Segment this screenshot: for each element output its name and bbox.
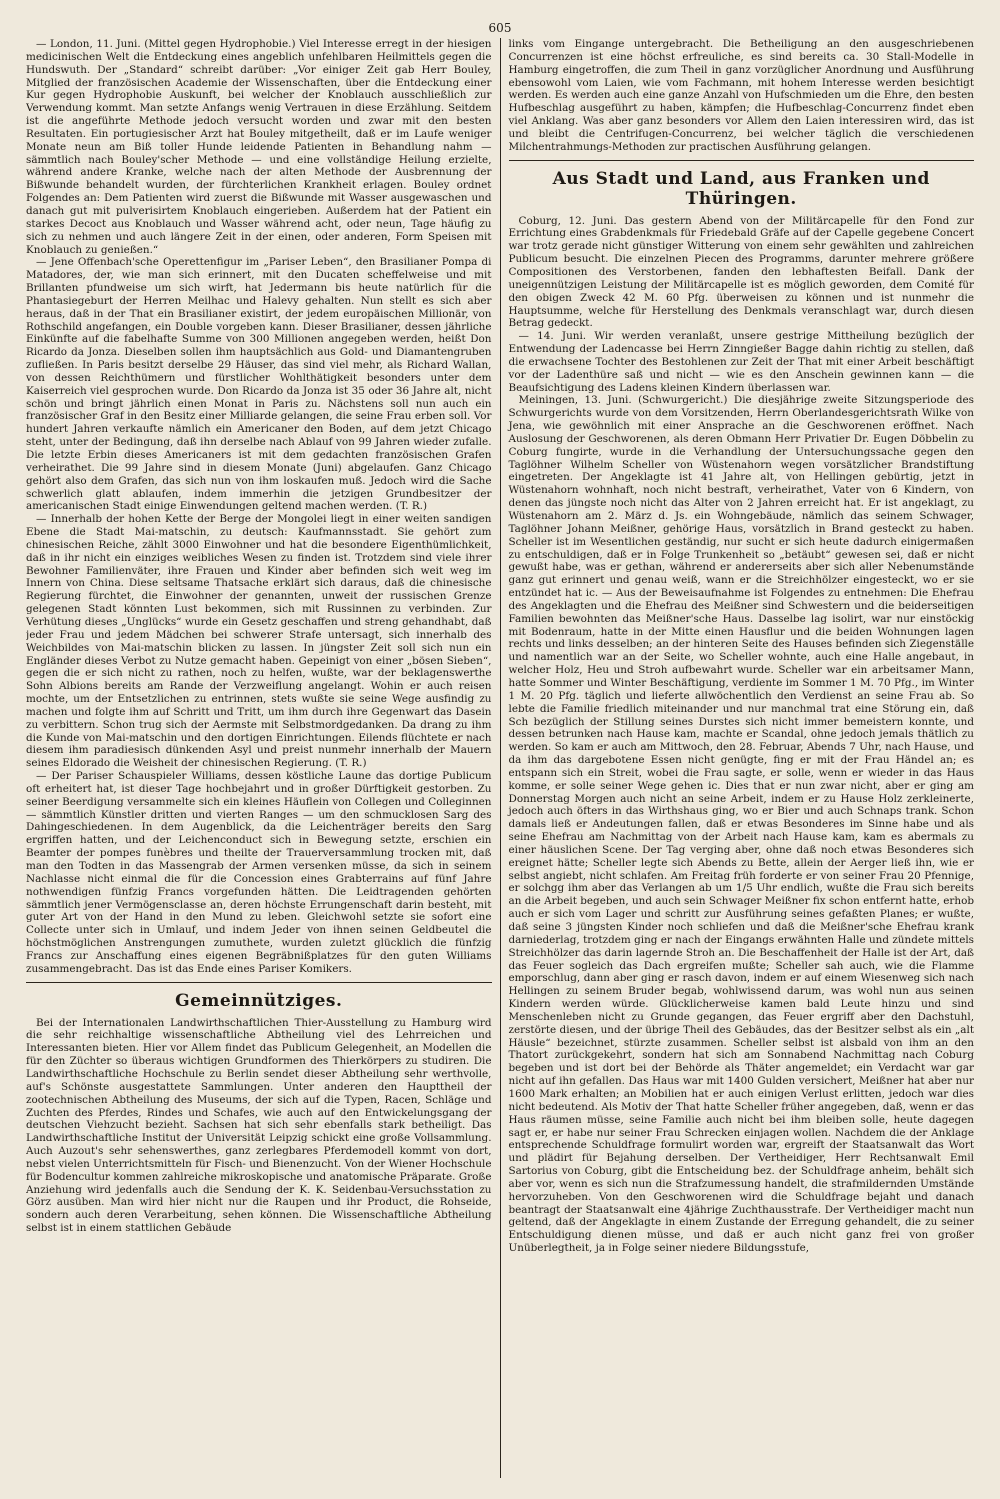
section-divider xyxy=(509,160,975,161)
left-column xyxy=(26,38,500,1478)
page-number: 605 xyxy=(488,21,512,35)
article-hamburg-exhibition: Bei der Internationalen Landwirthschaftlichen Thier-Ausstellung zu Hamburg wird die sehr reichhaltige wissenschaftliche Abtheilung viel des Lehrreichen und Interessanten bieten. Hier vor Allem findet das Publicum Gelegenheit, an Modellen die für den Züchter so überaus wichtigen Grundformen des Thierkörpers zu studiren. Die Landwirthschaftliche Hochschule zu Berlin sendet dieser Abtheilung sehr werthvolle, auf's Schönste ausgestattete Sammlungen. Unter anderen den Haupttheil der zootechnischen Abtheilung des Museums, der sich auf die Typen, Racen, Schläge und Zuchten des Pferdes, Rindes und Schafes, wie auch auf den Entwickelungsgang der deutschen Viehzucht bezieht. Sachsen hat sich sehr ebenfalls stark betheiligt. Das Landwirthschaftliche Institut der Universität Leipzig schickt eine große Vollsammlung. Auch Auzout's sehr sehenswerthes, ganz zerlegbares Pferdemodell kommt von dort, nebst vielen Unterrichtsmitteln für Fisch- und Bienenzucht. Von der Wiener Hochschule für Bodencultur kommen zahlreiche mikroskopische und anatomische Präparate. Große Anziehung wird jedenfalls auch die Sendung der K. K. Seidenbau-Versuchsstation zu Görz ausüben. Man wird hier nicht nur die Raupen und ihr Product, die Rohseide, sondern auch deren Verarbeitung, sehen können. Die Wissenschaftliche Abtheilung selbst ist in einem stattlichen Gebäude xyxy=(26,1016,492,1235)
article-mai-matschin: — Innerhalb der hohen Kette der Berge der Mongolei liegt in einer weiten sandigen Ebene die Stadt Mai-matschin, zu deutsch: Kaufmannsstadt. Sie gehört zum chinesischen Reiche, zählt 3000 Einwohner und hat die besondere Eigenthümlichkeit, daß in ihr nicht ein einziges weibliches Wesen zu finden ist. Trotzdem sind viele ihrer Bewohner Familienväter, ihre Frauen und Kinder aber befinden sich weit weg im Innern von China. Diese seltsame Thatsache erklärt sich daraus, daß die chinesische Regierung fürchtet, die Einwohner der genannten, unweit der russischen Grenze gelegenen Stadt könnten Lust bekommen, sich mit Russinnen zu verbinden. Zur Verhütung dieses „Unglücks“ wurde ein Gesetz geschaffen und streng gehandhabt, daß jeder Frau und jedem Mädchen bei schwerer Strafe untersagt, sich innerhalb des Weichbildes von Mai-matschin blicken zu lassen. In jüngster Zeit soll sich nun ein Engländer dieses Verbot zu Nutze gemacht haben. Gepeinigt von einer „bösen Sieben“, gegen die er sich nicht zu rathen, noch zu helfen, wußte, war der beklagenswerthe Sohn Albions bereits am Rande der Verzweiflung angelangt. Wohin er auch reisen mochte, um der Entsetzlichen zu entrinnen, stets wußte sie seine Wege ausfindig zu machen und folgte ihm auf Schritt und Tritt, um ihm durch ihre Gegenwart das Dasein zu verbittern. Schon trug sich der Aermste mit Selbstmordgedanken. Da drang zu ihm die Kunde von Mai-matschin und den dortigen Einrichtungen. Eilends flüchtete er nach diesem ihm paradiesisch dünkenden Asyl und preist nunmehr innerhalb der Mauern seines Eldorado die Weisheit der chinesischen Regierung. (T. R.) xyxy=(26,513,492,770)
section-title-gemeinnuetziges: Gemeinnütziges. xyxy=(175,990,343,1011)
article-coburg-concert: Coburg, 12. Juni. Das gestern Abend von der Militärcapelle für den Fond zur Errichtung eines Grabdenkmals für Friedebald Gräfe auf der Capelle gegebene Concert war trotz gerade nicht günstiger Witterung von einem sehr gewählten und zahlreichen Publicum besucht. Die einzelnen Piecen des Programms, darunter mehrere größere Compositionen des Verstorbenen, fanden den lebhaftesten Beifall. Dank der uneigennützigen Leistung der Militärcapelle ist es möglich geworden, dem Comité für den obigen Zweck 42 M. 60 Pfg. überweisen zu können und ist nunmehr die Hauptsumme, welche für Herstellung des Denkmals veranschlagt war, durch diesen Betrag gedeckt. xyxy=(508,214,974,330)
columns xyxy=(26,38,974,1478)
right-column xyxy=(501,38,975,1478)
section-divider xyxy=(26,982,492,983)
section-title-stadt-und-land: Aus Stadt und Land, aus Franken und Thüringen. xyxy=(552,168,930,209)
article-london-hydrophobia: — London, 11. Juni. (Mittel gegen Hydrophobie.) Viel Interesse erregt in der hiesigen medicinischen Welt die Entdeckung eines angeblich unfehlbaren Heilmittels gegen die Hundswuth. Der „Standard“ schreibt darüber: „Vor einiger Zeit gab Herr Bouley, Mitglied der französischen Academie der Wissenschaften, über die Entdeckung einer Kur gegen Hydrophobie Auskunft, bei welcher der Knoblauch ausschließlich zur Verwendung kommt. Man setzte Anfangs wenig Vertrauen in diese Erzählung. Seitdem ist die angeführte Methode jedoch versucht worden und zwar mit den besten Resultaten. Ein portugiesischer Arzt hat Bouley mitgetheilt, daß er im Laufe weniger Monate neun am Biß toller Hunde leidende Patienten in Behandlung nahm — sämmtlich nach Bouley'scher Methode — und eine vollständige Heilung erzielte, während andere Kranke, welche nach der alten Methode der Ausbrennung der Bißwunde behandelt wurden, der fürchterlichen Krankheit erlagen. Bouley ordnet Folgendes an: Dem Patienten wird zuerst die Bißwunde mit Wasser ausgewaschen und danach gut mit pulverisirtem Knoblauch eingerieben. Außerdem hat der Patient ein starkes Decoct aus Knoblauch und Wasser während acht, oder neun, Tage häufig zu sich zu nehmen und auch längere Zeit in der einen, oder anderen, Form Speisen mit Knoblauch zu genießen.“ xyxy=(26,38,492,256)
article-hamburg-continued: links vom Eingange untergebracht. Die Betheiligung an den ausgeschriebenen Concurrenzen ist eine höchst erfreuliche, es sind bereits ca. 30 Stall-Modelle in Hamburg eingetroffen, die zum Theil in ganz vorzüglicher Anordnung und Ausführung ebensowohl vom Laien, wie vom Fachmann, mit hohem Interesse werden besichtigt werden. Es werden auch eine ganze Anzahl von Hufschmieden um die Ehre, den besten Hufbeschlag ausgeführt zu haben, kämpfen; die Hufbeschlag-Concurrenz findet eben viel Anklang. Was aber ganz besonders vor Allem den Laien interessiren wird, das ist und bleibt die Centrifugen-Concurrenz, bei welcher täglich die verschiedenen Milchentrahmungs-Methoden zur practischen Ausführung gelangen. xyxy=(508,38,974,153)
article-meiningen-court: Meiningen, 13. Juni. (Schwurgericht.) Die diesjährige zweite Sitzungsperiode des Schwurgerichts wurde von dem Vorsitzenden, Herrn Oberlandesgerichtsrath Wilke von Jena, wie gewöhnlich mit einer Ansprache an die Geschworenen eröffnet. Nach Auslosung der Geschworenen, als deren Obmann Herr Privatier Dr. Eugen Döbbelin zu Coburg fungirte, wurde in die Verhandlung der Untersuchungssache gegen den Taglöhner Wilhelm Scheller von Wüstenahorn wegen vorsätzlicher Brandstiftung eingetreten. Der Angeklagte ist 41 Jahre alt, von Hellingen gebürtig, jetzt in Wüstenahorn wohnhaft, noch nicht bestraft, verheirathet, Vater von 6 Kindern, von denen das jüngste noch nicht das Alter von 2 Jahren erreicht hat. Er ist angeklagt, zu Wüstenahorn am 2. März d. Js. ein Wohngebäude, nämlich das seinem Schwager, Taglöhner Johann Meißner, gehörige Haus, vorsätzlich in Brand gesteckt zu haben. Scheller ist im Wesentlichen geständig, nur sucht er sich heute dadurch einigermaßen zu entschuldigen, daß er in Folge Trunkenheit so „betäubt“ gewesen sei, daß er nicht gewußt habe, was er gethan, während er andererseits aber sich aller Nebenumstände ganz gut erinnert und genau weiß, wann er die Streichhölzer eingesteckt, wo er sie entzündet hat ic. — Aus der Beweisaufnahme ist Folgendes zu entnehmen: Die Ehefrau des Angeklagten und die Ehefrau des Meißner sind Schwestern und die beiderseitigen Familien bewohnten das Meißner'sche Haus. Dasselbe lag isolirt, war nur einstöckig mit Bodenraum, hatte in der Mitte einen Hausflur und die beiden Wohnungen lagen rechts und links desselben; an der hinteren Seite des Hauses befinden sich Ziegenställe und namentlich war an der Seite, wo Scheller wohnte, auch eine Halle angebaut, in welcher Holz, Heu und Stroh aufbewahrt wurde. Scheller war ein arbeitsamer Mann, hatte Sommer und Winter Beschäftigung, verdiente im Sommer 1 M. 70 Pfg., im Winter 1 M. 20 Pfg. täglich und lieferte allwöchentlich den Verdienst an seine Frau ab. So lebte die Familie friedlich miteinander und nur manchmal trat eine Störung ein, daß Sch bezüglich der Stillung seines Durstes sich nicht immer bemeistern konnte, und dessen betrunken nach Hause kam, machte er Scandal, ohne jedoch jemals thätlich zu werden. So kam er auch am Mittwoch, den 28. Februar, Abends 7 Uhr, nach Hause, und da ihm das dargebotene Essen nicht genügte, fing er mit der Frau Händel an; es entspann sich ein Streit, wobei die Frau sagte, er solle, wenn er wieder in das Haus komme, er solle seiner Wege gehen ic. Dies that er nun zwar nicht, aber er ging am Donnerstag Morgen auch nicht an seine Arbeit, indem er zu Hause Holz zerkleinerte, jedoch auch öfters in das Wirthshaus ging, wo er Bier und auch Schnaps trank. Schon damals ließ er Andeutungen fallen, daß er etwas Besonderes im Sinne habe und als seine Ehefrau am Nachmittag von der Arbeit nach Hause kam, kam es abermals zu einer häuslichen Scene. Der Tag verging aber, ohne daß noch etwas Besonderes sich ereignet hätte; Scheller legte sich Abends zu Bette, allein der Aerger ließ ihn, wie er selbst angiebt, nicht schlafen. Am Freitag früh forderte er von seiner Frau 20 Pfennige, er solchgg ihm aber das Verlangen ab um 1/5 Uhr endlich, wußte die Frau sich bereits an die Arbeit begeben, und auch sein Schwager Meißner fix schon entfernt hatte, erhob auch er sich vom Lager und schritt zur Ausführung seines gefaßten Planes; er wußte, daß seine 3 jüngsten Kinder noch schliefen und daß die Meißner'sche Ehefrau krank darniederlag, trotzdem ging er nach der Eingangs erwähnten Halle und zündete mittels Streichhölzer das darin lagernde Stroh an. Die Beschaffenheit der Halle ist der Art, daß das Feuer sogleich das Dach ergreifen mußte; Scheller sah auch, wie die Flamme emporschlug, dann aber ging er rasch davon, indem er auf einem Wiesenweg sich nach Hellingen zu seinem Bruder begab, wohlwissend darum, was wohl nun aus seinen Kindern werden würde. Glücklicherweise kamen bald Leute hinzu und sind Menschenleben nicht zu Grunde gegangen, das Feuer ergriff aber den Dachstuhl, zerstörte diesen, und der übrige Theil des Gebäudes, das der Besitzer selbst als ein „alt Häusle“ bezeichnet, stürzte zusammen. Scheller selbst ist alsbald von ihm an den Thatort zurückgekehrt, sondern hat sich am Sonnabend Nachmittag nach Coburg begeben und ist dort bei der Behörde als Thäter angemeldet; ein Verdacht war gar nicht auf ihn gefallen. Das Haus war mit 1400 Gulden versichert, Meißner hat aber nur 1600 Mark erhalten; an Mobilien hat er auch einigen Verlust erlitten, jedoch war dies nicht bedeutend. Als Motiv der That hatte Scheller früher angegeben, daß, wenn er das Haus räumen müsse, seine Familie auch nicht bei ihm bleiben solle, heute dagegen sagt er, er habe nur seiner Frau Schrecken einjagen wollen. Nachdem die der Anklage entsprechende Schuldfrage formulirt worden war, ergreift der Staatsanwalt das Wort und plädirt für Bejahung derselben. Der Vertheidiger, Herr Rechtsanwalt Emil Sartorius von Coburg, gibt die Entscheidung bez. der Schuldfrage anheim, behält sich aber vor, wenn es sich nun die Strafzumessung handelt, die strafmildernden Umstände hervorzuheben. Von den Geschworenen wird die Schuldfrage bejaht und danach beantragt der Staatsanwalt eine 4jährige Zuchthausstrafe. Der Vertheidiger macht nun geltend, daß der Angeklagte in einem Zustande der Erregung gehandelt, die zu seiner Entschuldigung dienen müsse, und daß er auch nicht ganz frei von großer Unüberlegtheit, ja in Folge seiner niedere Bildungsstufe, xyxy=(508,394,974,1255)
article-brazilian-millionaire: — Jene Offenbach'sche Operettenfigur im „Pariser Leben“, den Brasilianer Pompa di Matadores, der, wie man sich erinnert, mit den Ducaten scheffelweise und mit Brillanten pfundweise um sich wirft, hat Jedermann bis heute natürlich für die Phantasiegeburt der Herren Meilhac und Halevy gehalten. Nun stellt es sich aber heraus, daß in der That ein Brasilianer existirt, der jedem europäischen Millionär, von Rothschild angefangen, ein Double vorgeben kann. Dieser Brasilianer, dessen jährliche Einkünfte auf die fabelhafte Summe von 300 Millionen angegeben werden, heißt Don Ricardo da Jonza. Dieselben sollen ihm hauptsächlich aus Gold- und Diamantengruben zufließen. In Paris besitzt derselbe 29 Häuser, das sind viel mehr, als Richard Wallan, von dessen Reichthümern und fürstlicher Wohlthätigkeit besonders unter dem Kaiserreich viel gesprochen wurde. Don Ricardo da Jonza ist 35 oder 36 Jahre alt, nicht schön und bringt jährlich einen Monat in Paris zu. Nächstens soll nun auch ein französischer Graf in den Besitz einer Milliarde gelangen, die seine Frau erben soll. Vor hundert Jahren verkaufte nämlich ein Americaner den Boden, auf dem jetzt Chicago steht, unter der Bedingung, daß ihn derselbe nach Ablauf von 99 Jahren wieder zufalle. Die letzte Erbin dieses Americaners ist mit dem gedachten französischen Grafen verheirathet. Die 99 Jahre sind in diesem Monate (Juni) abgelaufen. Ganz Chicago gehört also dem Grafen, das sich nun von ihm loskaufen muß. Jedoch wird die Sache schwerlich glatt ablaufen, indem immerhin die jetzigen Grundbesitzer der americanischen Stadt einige Einwendungen geltend machen werden. (T. R.) xyxy=(26,256,492,513)
article-coburg-correction: — 14. Juni. Wir werden veranlaßt, unsere gestrige Mittheilung bezüglich der Entwendung der Ladencasse bei Herrn Zinngießer Bagge dahin richtig zu stellen, daß die erwachsene Tochter des Bestohlenen zur Zeit der That mit einer Arbeit beschäftigt vor der Ladenthüre saß und nicht — wie es den Anschein gewinnen kann — die Beaufsichtigung des Ladens kleinen Kindern überlassen war. xyxy=(508,330,974,394)
article-actor-williams: — Der Pariser Schauspieler Williams, dessen köstliche Laune das dortige Publicum oft erheitert hat, ist dieser Tage hochbejahrt und in großer Dürftigkeit gestorben. Zu seiner Beerdigung versammelte sich ein kleines Häuflein von Collegen und Colleginnen — sämmtlich Künstler dritten und vierten Ranges — um den schmucklosen Sarg des Dahingeschiedenen. In dem Augenblick, da die Leichenträger bereits den Sarg ergriffen hatten, und der Leichenconduct sich in Bewegung setzte, erschien ein Beamter der pompes funèbres und theilte der Trauerversammlung trocken mit, daß man den Todten in das Massengrab der Armen versenken müsse, da sich in seinem Nachlasse nicht einmal die für die Concession eines Grabterrains auf fünf Jahre nothwendigen fünfzig Francs vorgefunden hätten. Die Leidtragenden gehörten sämmtlich jener Vermögensclasse an, deren höchste Errungenschaft darin besteht, mit guter Art von der Hand in den Mund zu leben. Gleichwohl setzte sie sofort eine Collecte unter sich in Umlauf, und indem Jeder von ihnen seinen Geldbeutel die höchstmöglichen Anstrengungen zumuthete, wurden zuletzt glücklich die fünfzig Francs zur Anschaffung eines eigenen Begräbnißplatzes für den guten Williams zusammengebracht. Das ist das Ende eines Pariser Komikers. xyxy=(26,770,492,975)
